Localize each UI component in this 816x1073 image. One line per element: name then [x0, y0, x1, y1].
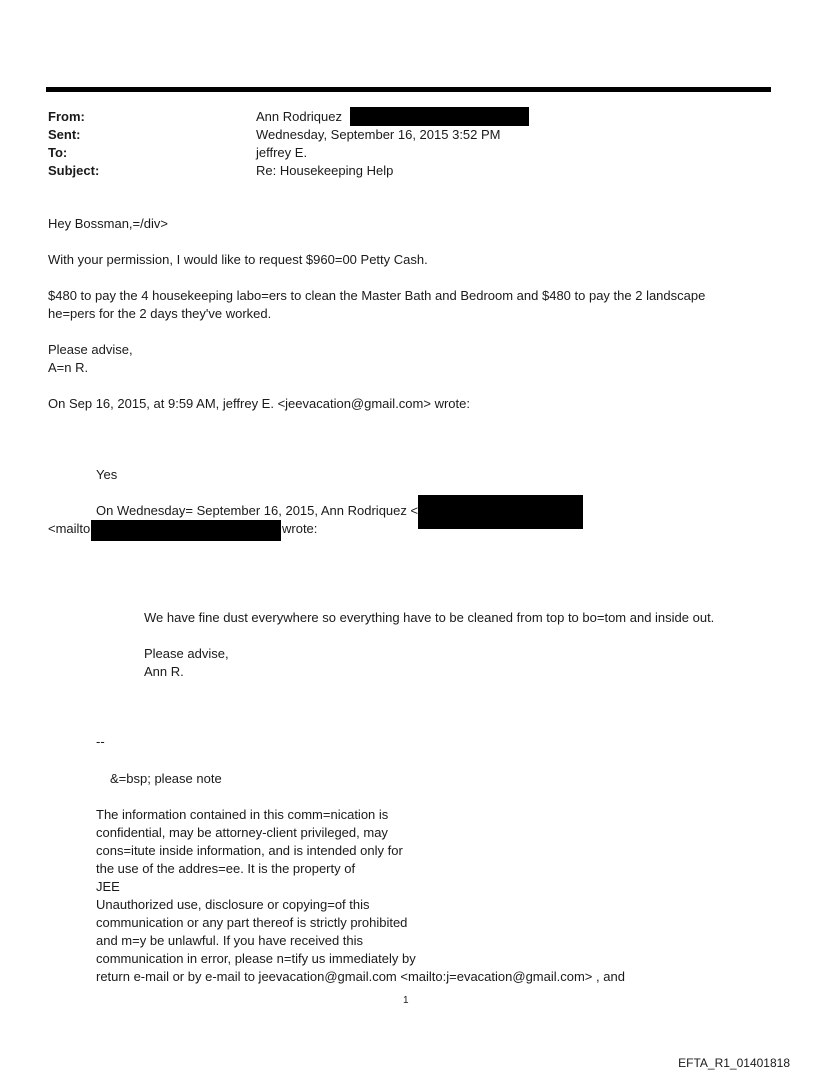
signature-separator: --	[96, 734, 105, 749]
subject-value: Re: Housekeeping Help	[256, 163, 394, 178]
quote-intro: On Sep 16, 2015, at 9:59 AM, jeffrey E. <jeevacation@gmail.com> wrote:	[48, 396, 470, 411]
to-label: To:	[48, 145, 68, 160]
reply2-advise: Please advise,	[144, 646, 229, 661]
reply2-text: We have fine dust everywhere so everything have to be cleaned from top to bo=tom and inside out.	[144, 610, 715, 625]
sent-value: Wednesday, September 16, 2015 3:52 PM	[256, 127, 501, 142]
reply2-signature: Ann R.	[144, 664, 184, 679]
reply1-mailto: <mailto	[48, 521, 91, 536]
disclaimer-line: cons=itute inside information, and is intended only for	[96, 843, 403, 858]
request-line: With your permission, I would like to request $960=00 Petty Cash.	[48, 252, 428, 267]
disclaimer-line: confidential, may be attorney-client privileged, may	[96, 825, 388, 840]
redaction-mailto	[91, 520, 281, 541]
reply-yes: Yes	[96, 467, 118, 482]
reply1-quote-intro: On Wednesday= September 16, 2015, Ann Rodriquez <	[96, 503, 419, 518]
to-value: jeffrey E.	[256, 145, 308, 160]
sent-label: Sent:	[48, 127, 81, 142]
disclaimer-line: the use of the addres=ee. It is the property of	[96, 861, 356, 876]
please-note: &=bsp; please note	[110, 771, 222, 786]
greeting: Hey Bossman,=/div>	[48, 216, 168, 231]
redaction-from-email	[350, 107, 529, 126]
from-value: Ann Rodriquez	[256, 109, 342, 124]
redaction-reply-email	[418, 495, 583, 529]
detail-line-2: he=pers for the 2 days they've worked.	[48, 306, 272, 321]
advise-line: Please advise,	[48, 342, 133, 357]
subject-label: Subject:	[48, 163, 100, 178]
disclaimer-line: Unauthorized use, disclosure or copying=of this	[96, 897, 370, 912]
disclaimer-line: communication or any part thereof is strictly prohibited	[96, 915, 408, 930]
disclaimer-line: return e-mail or by e-mail to jeevacation@gmail.com <mailto:j=evacation@gmail.com> , and	[96, 969, 625, 984]
page-number: 1	[403, 995, 409, 1006]
disclaimer-line: and m=y be unlawful. If you have received this	[96, 933, 364, 948]
disclaimer-line: The information contained in this comm=nication is	[96, 807, 389, 822]
disclaimer-line: JEE	[96, 879, 120, 894]
detail-line-1: $480 to pay the 4 housekeeping labo=ers to clean the Master Bath and Bedroom and $480 to pay the 2 landscape	[48, 288, 706, 303]
from-label: From:	[48, 109, 85, 124]
reply1-wrote: wrote:	[282, 521, 318, 536]
document-id: EFTA_R1_01401818	[678, 1056, 790, 1070]
header-rule	[46, 87, 771, 92]
disclaimer-line: communication in error, please n=tify us immediately by	[96, 951, 416, 966]
signature: A=n R.	[48, 360, 89, 375]
